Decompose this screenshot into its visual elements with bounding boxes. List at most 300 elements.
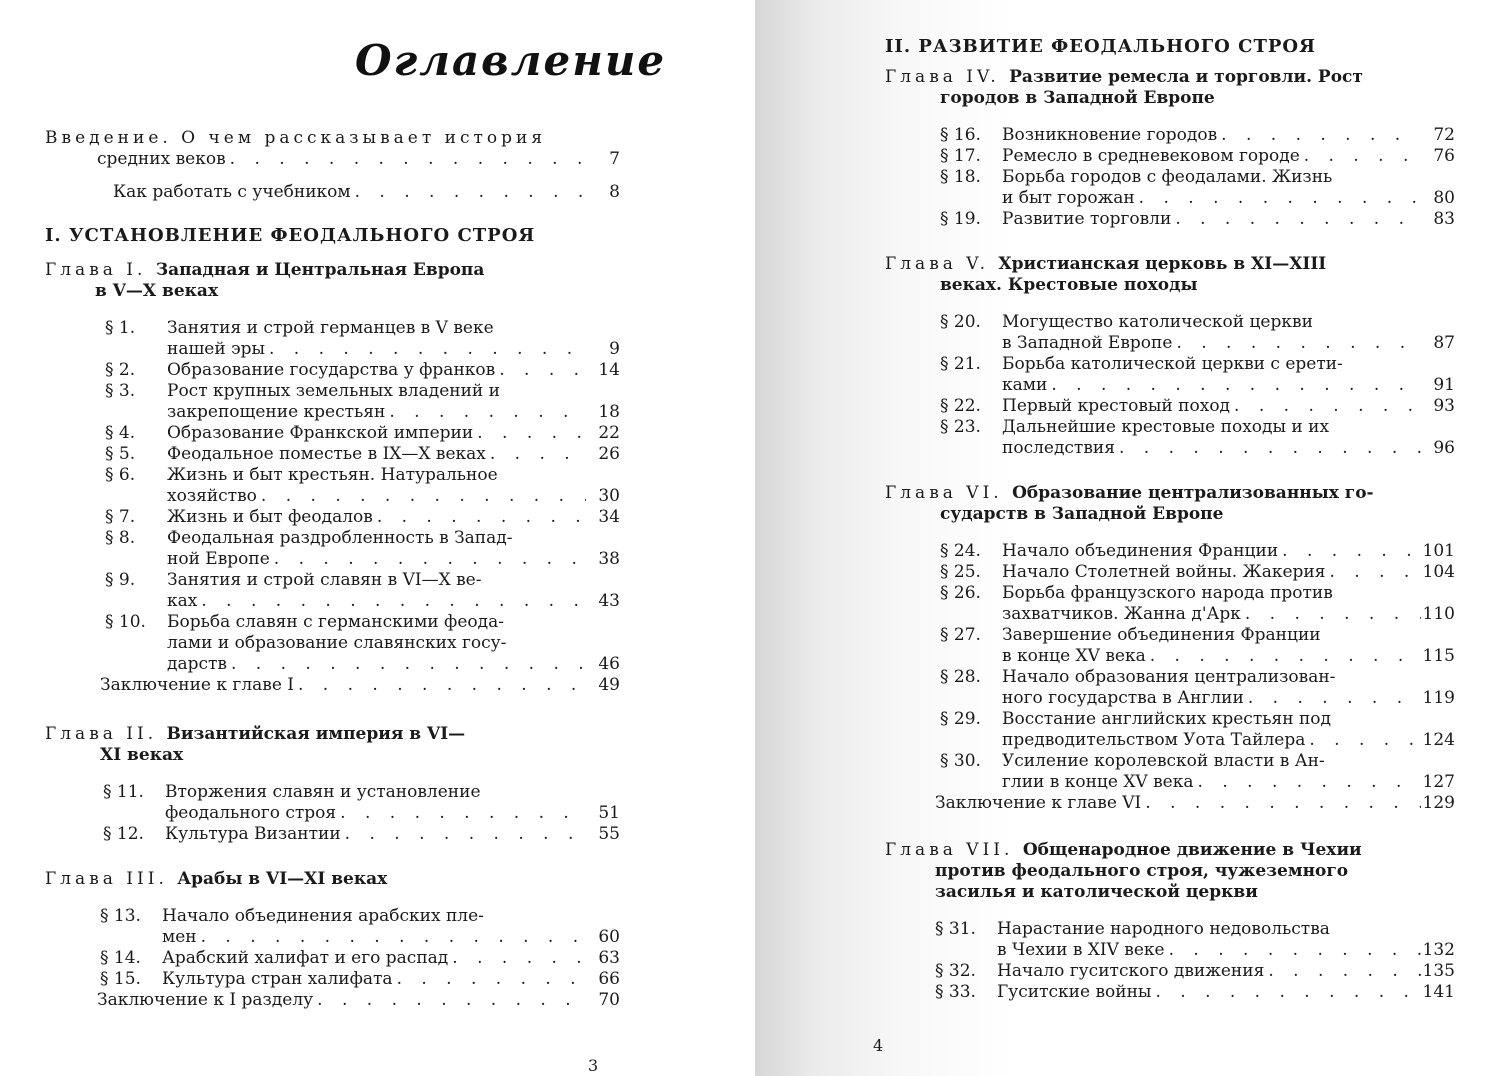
toc-entry (885, 209, 1455, 230)
toc-entry-line-last (105, 360, 620, 381)
entry-text: дарств (167, 654, 227, 674)
dot-leader (473, 423, 586, 444)
entry-text: ками (1002, 375, 1048, 395)
toc-entry-line-last (105, 549, 620, 570)
entry-text: Начало объединения Франции (1002, 541, 1279, 561)
page-ref: 30 (598, 486, 620, 506)
section-number: § 33. (935, 982, 976, 1002)
dot-leader (1230, 396, 1421, 417)
chapter-heading-line (885, 88, 1455, 109)
section-number: § 1. (105, 318, 136, 338)
dot-leader (226, 149, 586, 170)
entry-text: Борьба французского народа против (1002, 583, 1333, 603)
chapter-label: Глава I. (45, 260, 156, 280)
dot-leader (1165, 940, 1421, 961)
dot-leader (197, 591, 586, 612)
dot-leader (1241, 604, 1421, 625)
toc-entry-line (105, 612, 620, 633)
spacer (885, 230, 1455, 244)
toc-entry (885, 541, 1455, 562)
toc-entry-line (105, 528, 620, 549)
entry-text: Дальнейшие крестовые походы и их (1002, 417, 1330, 437)
chapter-title: Византийская империя в VI— (166, 724, 466, 744)
toc-entry-line-last (105, 654, 620, 675)
toc-entry-line-last (103, 824, 620, 845)
page-ref: 34 (598, 507, 620, 527)
entry-text: Начало Столетней войны. Жакерия (1002, 562, 1326, 582)
toc-entry-line (45, 128, 620, 149)
chapter-heading-line (45, 869, 620, 890)
page-ref: 80 (1433, 188, 1455, 208)
entry-text: Заключение к главе I (100, 675, 294, 695)
chapter-title: Западная и Центральная Европа (155, 260, 485, 280)
toc-entry-line-last (940, 646, 1455, 667)
chapter-label: Глава II. (45, 724, 167, 744)
entry-text: Вторжения славян и установление (165, 782, 481, 802)
page-ref: 141 (1422, 982, 1455, 1002)
toc-entry-line-last (45, 149, 620, 170)
page-ref: 60 (598, 927, 620, 947)
dot-leader (265, 339, 586, 360)
entry-text: закрепощение крестьян (167, 402, 386, 422)
toc-entry (885, 709, 1455, 751)
toc-entry-line-last (113, 182, 620, 203)
dot-leader (1135, 188, 1421, 209)
toc-entry-line-last (940, 541, 1455, 562)
section-number: § 15. (100, 969, 141, 989)
page-ref: 46 (598, 654, 620, 674)
toc-entry-line (940, 312, 1455, 333)
chapter-heading (885, 254, 1455, 296)
page-ref: 55 (598, 824, 620, 844)
chapter-heading (885, 483, 1455, 525)
spacer (45, 170, 620, 182)
chapter-title: веках. Крестовые походы (940, 275, 1198, 295)
toc-entry-line-last (940, 438, 1455, 459)
entry-text: Жизнь и быт феодалов (167, 507, 373, 527)
entry-text: Образование Франкской империи (167, 423, 474, 443)
part-heading: I. УСТАНОВЛЕНИЕ ФЕОДАЛЬНОГО СТРОЯ (45, 225, 536, 246)
dot-leader (257, 486, 586, 507)
toc-entry-line (103, 782, 620, 803)
toc-entry (45, 465, 620, 507)
entry-text: Феодальная раздробленность в Запад- (167, 528, 513, 548)
page-ref: 63 (598, 948, 620, 968)
entry-text: в Западной Европе (1002, 333, 1173, 353)
section-number: § 24. (940, 541, 981, 561)
entry-text: Заключение к I разделу (97, 990, 314, 1010)
dot-leader (1244, 688, 1421, 709)
entry-text: Борьба католической церкви с ерети- (1002, 354, 1343, 374)
page-ref: 8 (609, 182, 620, 202)
section-number: § 28. (940, 667, 981, 687)
chapter-title: Образование централизованных го- (1012, 483, 1374, 503)
section-number: § 17. (940, 146, 981, 166)
dot-leader (495, 360, 586, 381)
section-number: § 9. (105, 570, 136, 590)
section-number: § 25. (940, 562, 981, 582)
toc-entry (885, 982, 1455, 1003)
toc-entry-line-last (940, 604, 1455, 625)
toc-entry (885, 312, 1455, 354)
section-number: § 18. (940, 167, 981, 187)
dot-leader (1141, 793, 1421, 814)
toc-entry-line-last (100, 969, 620, 990)
toc-entry (885, 583, 1455, 625)
page-ref: 72 (1433, 125, 1455, 145)
chapter-label: Глава V. (885, 254, 999, 274)
dot-leader (1325, 562, 1421, 583)
chapter-heading (885, 840, 1455, 903)
section-number: § 22. (940, 396, 981, 416)
dot-leader (1172, 333, 1421, 354)
toc-entry-line (940, 709, 1455, 730)
spacer (45, 845, 620, 859)
section-number: § 3. (105, 381, 136, 401)
page-ref: 96 (1433, 438, 1455, 458)
page-ref: 18 (598, 402, 620, 422)
entry-text: Начало гуситского движения (997, 961, 1265, 981)
toc-entry-line-last (100, 927, 620, 948)
dot-leader (1305, 730, 1421, 751)
section-number: § 6. (105, 465, 136, 485)
entry-text: Усиление королевской власти в Ан- (1002, 751, 1325, 771)
section-number: § 32. (935, 961, 976, 981)
toc-entry-introduction (45, 128, 620, 170)
entry-text: хозяйство (167, 486, 257, 506)
page-ref: 132 (1422, 940, 1455, 960)
entry-text: глии в конце XV века (1002, 772, 1194, 792)
section-number: § 20. (940, 312, 981, 332)
dot-leader (1217, 125, 1421, 146)
page-ref: 49 (598, 675, 620, 695)
dot-leader (227, 654, 586, 675)
dot-leader (1047, 375, 1421, 396)
page-ref: 51 (598, 803, 620, 823)
toc-entry-line-last (940, 125, 1455, 146)
toc-entry (45, 570, 620, 612)
toc-entry-line (940, 751, 1455, 772)
page-ref: 38 (598, 549, 620, 569)
toc-entry-line (105, 465, 620, 486)
page-ref: 14 (598, 360, 620, 380)
toc-entry-line (100, 906, 620, 927)
section-number: § 27. (940, 625, 981, 645)
right-toc-column (885, 36, 1455, 1003)
toc-entry (45, 507, 620, 528)
entry-text: Введение. О чем рассказывает история (45, 128, 547, 148)
toc-entry (45, 948, 620, 969)
entry-text: Как работать с учебником (113, 182, 351, 202)
chapter-title: Общенародное движение в Чехии (1022, 840, 1362, 860)
entry-text: Начало образования централизован- (1002, 667, 1336, 687)
chapter-title: Христианская церковь в XI—XIII (998, 254, 1327, 274)
dot-leader (1146, 646, 1421, 667)
chapter-heading-line (885, 67, 1455, 88)
toc-entry (45, 824, 620, 845)
page-number-left: 3 (588, 1056, 599, 1075)
spacer (885, 814, 1455, 830)
dot-leader (336, 803, 586, 824)
toc-entry (885, 793, 1455, 814)
dot-leader (1171, 209, 1421, 230)
part-heading: II. РАЗВИТИЕ ФЕОДАЛЬНОГО СТРОЯ (885, 36, 1316, 57)
chapter-heading (45, 260, 620, 302)
entry-text: феодального строя (165, 803, 337, 823)
toc-entry (45, 182, 620, 203)
entry-text: мен (162, 927, 197, 947)
toc-entry-line-last (105, 486, 620, 507)
toc-entry (885, 961, 1455, 982)
chapter-heading (885, 67, 1455, 109)
entry-text: нашей эры (167, 339, 265, 359)
toc-entry (885, 354, 1455, 396)
toc-entry (885, 751, 1455, 793)
chapter-heading-line (885, 504, 1455, 525)
section-number: § 26. (940, 583, 981, 603)
section-number: § 16. (940, 125, 981, 145)
toc-entry-line-last (935, 940, 1455, 961)
section-number: § 21. (940, 354, 981, 374)
page-ref: 93 (1433, 396, 1455, 416)
toc-entry (885, 919, 1455, 961)
chapter-label: Глава IV. (885, 67, 1010, 87)
entry-text: ной Европе (167, 549, 270, 569)
page-ref: 91 (1433, 375, 1455, 395)
entry-text: Феодальное поместье в IX—X веках (167, 444, 486, 464)
toc-entry (45, 675, 620, 696)
toc-entry-line-last (940, 333, 1455, 354)
section-number: § 19. (940, 209, 981, 229)
section-number: § 7. (105, 507, 136, 527)
section-number: § 2. (105, 360, 136, 380)
section-number: § 5. (105, 444, 136, 464)
chapter-heading-line (45, 281, 620, 302)
chapter-title: сударств в Западной Европе (940, 504, 1224, 524)
toc-entry-line (940, 583, 1455, 604)
entry-text: Завершение объединения Франции (1002, 625, 1321, 645)
toc-entry (45, 360, 620, 381)
toc-entry (45, 782, 620, 824)
section-number: § 23. (940, 417, 981, 437)
entry-text: предводительством Уота Тайлера (1002, 730, 1306, 750)
section-number: § 11. (103, 782, 144, 802)
toc-entry (45, 612, 620, 675)
section-number: § 12. (103, 824, 144, 844)
toc-entry-line-last (97, 990, 620, 1011)
toc-entry-line-last (935, 961, 1455, 982)
page-ref: 127 (1422, 772, 1455, 792)
entry-text: Рост крупных земельных владений и (167, 381, 500, 401)
entry-text: Развитие торговли (1002, 209, 1172, 229)
chapter-title: засилья и католической церкви (935, 882, 1258, 902)
toc-entry (45, 969, 620, 990)
page-ref: 119 (1422, 688, 1455, 708)
entry-text: Заключение к главе VI (935, 793, 1142, 813)
spacer (45, 696, 620, 714)
page-ref: 66 (598, 969, 620, 989)
toc-entry-line-last (105, 444, 620, 465)
entry-text: средних веков (97, 149, 226, 169)
dot-leader (294, 675, 586, 696)
dot-leader (197, 927, 586, 948)
entry-text: Нарастание народного недовольства (997, 919, 1330, 939)
section-number: § 4. (105, 423, 136, 443)
toc-entry-line (935, 919, 1455, 940)
toc-entry (45, 990, 620, 1011)
page-ref: 101 (1422, 541, 1455, 561)
entry-text: Образование государства у франков (167, 360, 496, 380)
toc-entry (45, 906, 620, 948)
toc-entry-line-last (935, 793, 1455, 814)
chapter-label: Глава III. (45, 869, 178, 889)
toc-entry (885, 125, 1455, 146)
entry-text: Арабский халифат и его распад (162, 948, 449, 968)
toc-entry-line-last (940, 188, 1455, 209)
toc-entry-line-last (103, 803, 620, 824)
entry-text: захватчиков. Жанна д'Арк (1002, 604, 1241, 624)
section-number: § 29. (940, 709, 981, 729)
dot-leader (313, 990, 586, 1011)
entry-text: Первый крестовый поход (1002, 396, 1231, 416)
page-ref: 26 (598, 444, 620, 464)
entry-text: Занятия и строй славян в VI—X ве- (167, 570, 482, 590)
section-number: § 30. (940, 751, 981, 771)
page-number-right: 4 (873, 1036, 884, 1055)
right-page (755, 0, 1500, 1076)
entry-text: Возникновение городов (1002, 125, 1218, 145)
chapter-title: Арабы в VI—XI веках (177, 869, 388, 889)
dot-leader (1151, 982, 1421, 1003)
toc-entry-line (940, 167, 1455, 188)
toc-entry-line-last (935, 982, 1455, 1003)
dot-leader (270, 549, 586, 570)
toc-entry-line (940, 667, 1455, 688)
entry-text: последствия (1002, 438, 1115, 458)
entry-text: Борьба славян с германскими феода- (167, 612, 504, 632)
toc-entry (45, 318, 620, 360)
toc-entry-line (105, 570, 620, 591)
toc-entry-line-last (940, 730, 1455, 751)
toc-entry-line-last (100, 948, 620, 969)
chapter-heading-line (885, 840, 1455, 861)
entry-text: Восстание английских крестьян под (1002, 709, 1331, 729)
chapter-title: Развитие ремесла и торговли. Рост (1009, 67, 1363, 87)
entry-text: Начало объединения арабских пле- (162, 906, 484, 926)
toc-entry-line (105, 633, 620, 654)
toc-entry-line-last (100, 675, 620, 696)
toc-entry-line-last (105, 402, 620, 423)
dot-leader (1300, 146, 1421, 167)
toc-entry-line-last (940, 396, 1455, 417)
entry-text: Гуситские войны (997, 982, 1152, 1002)
entry-text: Могущество католической церкви (1002, 312, 1313, 332)
page-ref: 129 (1422, 793, 1455, 813)
chapter-title: XI веках (100, 745, 184, 765)
chapter-label: Глава VII. (885, 840, 1023, 860)
chapter-heading-line (885, 483, 1455, 504)
chapter-title: городов в Западной Европе (940, 88, 1215, 108)
page-ref: 104 (1422, 562, 1455, 582)
entry-text: и быт горожан (1002, 188, 1135, 208)
toc-entry-line-last (940, 562, 1455, 583)
page-ref: 110 (1422, 604, 1455, 624)
toc-entry (885, 146, 1455, 167)
chapter-heading-line (45, 745, 620, 766)
toc-entry-line-last (105, 507, 620, 528)
toc-entry-line-last (940, 375, 1455, 396)
entry-text: Занятия и строй германцев в V веке (167, 318, 494, 338)
left-toc-column (45, 128, 620, 1011)
entry-text: Борьба городов с феодалами. Жизнь (1002, 167, 1333, 187)
entry-text: в конце XV века (1002, 646, 1146, 666)
toc-entry-line (105, 381, 620, 402)
page-ref: 43 (598, 591, 620, 611)
chapter-label: Глава VI. (885, 483, 1013, 503)
page-ref: 115 (1422, 646, 1455, 666)
toc-entry (885, 396, 1455, 417)
toc-entry-line-last (940, 146, 1455, 167)
page-ref: 124 (1422, 730, 1455, 750)
toc-entry (885, 167, 1455, 209)
toc-entry-line (105, 318, 620, 339)
dot-leader (385, 402, 586, 423)
toc-entry (885, 562, 1455, 583)
dot-leader (351, 182, 586, 203)
spacer (885, 459, 1455, 473)
toc-entry-line-last (105, 423, 620, 444)
chapter-heading-line (885, 882, 1455, 903)
toc-entry (45, 528, 620, 570)
chapter-heading-line (885, 254, 1455, 275)
dot-leader (373, 507, 586, 528)
entry-text: Ремесло в средневековом городе (1002, 146, 1300, 166)
entry-text: ного государства в Англии (1002, 688, 1244, 708)
chapter-heading (45, 724, 620, 766)
entry-text: в Чехии в XIV веке (997, 940, 1165, 960)
chapter-heading-line (885, 861, 1455, 882)
toc-entry (45, 423, 620, 444)
toc-entry-line-last (940, 209, 1455, 230)
toc-entry-line-last (105, 339, 620, 360)
entry-text: Жизнь и быт крестьян. Натуральное (167, 465, 498, 485)
page-ref: 22 (598, 423, 620, 443)
chapter-heading-line (45, 260, 620, 281)
dot-leader (393, 969, 586, 990)
page-ref: 70 (598, 990, 620, 1010)
dot-leader (486, 444, 586, 465)
page-ref: 76 (1433, 146, 1455, 166)
dot-leader (1115, 438, 1421, 459)
dot-leader (1194, 772, 1421, 793)
toc-entry (885, 667, 1455, 709)
dot-leader (1278, 541, 1421, 562)
toc-entry-line (940, 417, 1455, 438)
dot-leader (448, 948, 586, 969)
toc-entry (45, 381, 620, 423)
toc-entry-line (940, 354, 1455, 375)
entry-text: Культура стран халифата (162, 969, 393, 989)
page-ref: 87 (1433, 333, 1455, 353)
contents-title: Оглавление (355, 36, 667, 85)
section-number: § 13. (100, 906, 141, 926)
page-ref: 7 (609, 149, 620, 169)
toc-entry-line-last (940, 688, 1455, 709)
chapter-title: против феодального строя, чужеземного (935, 861, 1349, 881)
dot-leader (1264, 961, 1421, 982)
page-ref: 9 (609, 339, 620, 359)
section-number: § 31. (935, 919, 976, 939)
